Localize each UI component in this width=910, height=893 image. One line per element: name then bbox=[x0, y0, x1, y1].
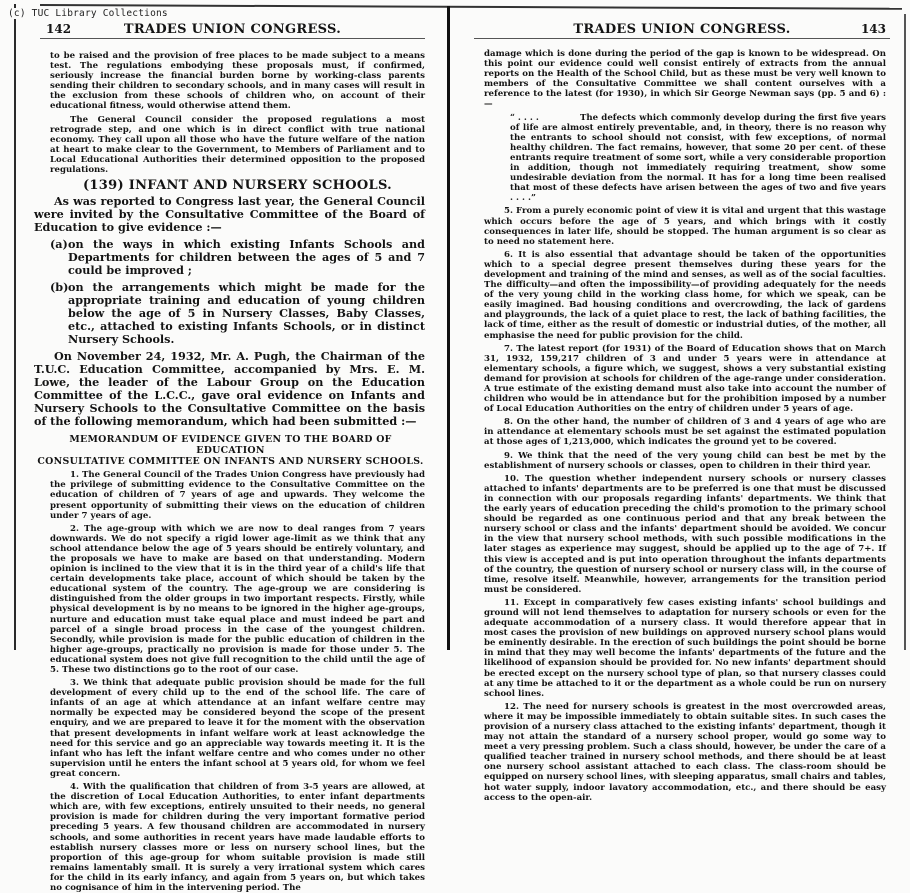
memo-paragraph: 6. It is also essential that advantage should be taken of the opportunities which to a special degree present themselves during these years for the development and training of the mind and senses, as well as of the social faculties. The difficulty—and often the impossibility—of providing adequately for the needs of the very young child in the working class home, for which we speak, can be easily imagined. Bad housing conditions and overcrowding, the lack of gardens and playgrounds, the lack of a quiet place to rest, the lack of bathing facilities, the lack of time, either as the result of domestic or industrial duties, of the mother, all emphasise the need for public provision for the child. bbox=[484, 249, 886, 341]
memo-paragraph: 11. Except in comparatively few cases existing infants' school buildings and ground will not lend themselves to adaptation for nursery schools or even for the adequate accommodation of a nursery class. It would therefore appear that in most cases the provision of new buildings on approved nursery school plans would be eminently desirable. In the erection of such buildings the point should be borne in mind that they may well become the infants' departments of the future and the likelihood of expansion should be provided for. No new infants' department should be erected except on the nursery school type of plan, so that nursery classes could at any time be attached to it or the department as a whole could be run on nursery school lines. bbox=[484, 597, 886, 699]
memo-title-line: CONSULTATIVE COMMITTEE ON INFANTS AND NURSERY SCHOOLS. bbox=[37, 456, 424, 468]
scan-edge-left bbox=[14, 4, 16, 650]
book-spine bbox=[447, 6, 450, 650]
running-head bbox=[40, 0, 425, 39]
list-item bbox=[50, 281, 425, 346]
left-page bbox=[20, 0, 445, 893]
intro-block bbox=[34, 195, 425, 428]
list-text: on the arrangements which might be made for the appropriate training and education of young children below the age of 5 in Nursery Classes, Baby Classes, etc., attached to existing Infants Schools, or in distinct Nursery Schools. bbox=[68, 280, 425, 347]
paragraph: As was reported to Congress last year, the General Council were invited by the Consultative Committee of the Board of Education to give evidence :— bbox=[34, 194, 425, 235]
memo-paragraph: 5. From a purely economic point of view it is vital and urgent that this wastage which occurs before the age of 5 years, and which brings with it costly consequences in later life, should be stopped. The human argument is so clear as to need no statement here. bbox=[484, 206, 886, 247]
list-item bbox=[50, 238, 425, 277]
memo-paragraph: 9. We think that the need of the very young child can best be met by the establishment of nursery schools or classes, open to children in their third year. bbox=[484, 450, 886, 471]
memo-paragraph: 2. The age-group with which we are now to deal ranges from 7 years downwards. We do not specify a rigid lower age-limit as we think that any school attendance below the age of 5 years should be entirely voluntary, and the proposals we have to make are based on that understanding. Modern opinion is inclined to the view that it is in the third year of a child's life that certain developments take place, account of which should be taken by the educational system of the country. The age-group we are considering is distinguished from the older groups in two important respects. Firstly, while physical development is by no means to be ignored in the higher age-groups, nurture and education must take equal place and must indeed be part and parcel of a single broad process in the case of the youngest children. Secondly, while provision is made for the public education of children in the higher age-groups, practically no provision is made for those under 5. The educational system does not give full recognition to the child until the age of 5. These two distinctions go to the root of our case. bbox=[50, 523, 425, 675]
right-page bbox=[452, 0, 902, 803]
page-number: 143 bbox=[860, 22, 886, 36]
paragraph: damage which is done during the period of the gap is known to be widespread. On this point our evidence could well consist entirely of extracts from the annual reports on the Health of the School Child, but as these must be very well known to members of the Consultative Committee we shall content ourselves with a reference to the latest (for 1930), in which Sir George Newman says (pp. 5 and 6) :— bbox=[484, 49, 886, 110]
quote-lead: “ . . . . bbox=[510, 112, 539, 123]
list-marker: (a) bbox=[50, 237, 68, 252]
running-head bbox=[474, 0, 890, 39]
quote-text: The defects which commonly develop during the first five years of life are almost entirely preventable, and, in theory, there is no reason why the entrants to school should not consist, with few exceptions, of normal healthy children. The fact remains, however, that some 20 per cent. of these entrants require treatment of some sort, while a very considerable proportion in addition, though not immediately requiring treatment, show some undesirable deviation from the normal. It has for a long time been realised that most of these defects have arisen between the ages of two and five years . . . .” bbox=[510, 112, 886, 204]
memo-paragraph: 1. The General Council of the Trades Union Congress have previously had the privilege of submitting evidence to the Consultative Committee on the education of children of 7 years of age and upwards. They welcome the present opportunity of submitting their views on the education of children under 7 years of age. bbox=[50, 470, 425, 521]
block-quote bbox=[510, 113, 886, 204]
memo-paragraph: 8. On the other hand, the number of children of 3 and 4 years of age who are in attendance at elementary schools must be set against the estimated population at those ages of 1,213,000, which indicates the ground yet to be covered. bbox=[484, 417, 886, 448]
memo-paragraph: 3. We think that adequate public provision should be made for the full development of every child up to the end of the school life. The care of infants of an age at which attendance at an infant welfare centre may normally be expected may be considered beyond the scope of the present enquiry, and we are prepared to leave it for the moment with the observation that present developments in infant welfare work at least acknowledge the need for this service and go an appreciable way towards meeting it. It is the infant who has left the infant welfare centre and who comes under no other supervision until he enters the infant school at 5 years old, for whom we feel great concern. bbox=[50, 678, 425, 779]
paragraph: The General Council consider the proposed regulations a most retrograde step, and one which is in direct conflict with true national economy. They call upon all those who have the future welfare of the nation at heart to make clear to the Government, to Members of Parliament and to Local Educational Authorities their determined opposition to the proposed regulations. bbox=[50, 114, 425, 176]
memo-title-line: MEMORANDUM OF EVIDENCE GIVEN TO THE BOARD OF EDUCATION bbox=[69, 434, 392, 457]
paragraph: On November 24, 1932, Mr. A. Pugh, the Chairman of the T.U.C. Education Committee, accompanied by Mrs. E. M. Lowe, the leader of the Labour Group on the Education Committee of the L.C.C., gave oral evidence on Infants and Nursery Schools to the Consultative Committee on the basis of the following memorandum, which had been submitted :— bbox=[34, 349, 425, 429]
memo-paragraph: 12. The need for nursery schools is greatest in the most overcrowded areas, where it may be impossible immediately to obtain suitable sites. In such cases the provision of a nursery class attached to the existing infants' department, though it may not attain the standard of a nursery school proper, would go some way to meet a very pressing problem. Such a class should, however, be under the care of a qualified teacher trained in nursery school methods, and there should be at least one nursery school assistant attached to each class. The class-room should be equipped on nursery school lines, with sleeping apparatus, small chairs and tables, hot water supply, indoor lavatory accommodation, etc., and there should be easy access to the open-air. bbox=[484, 701, 886, 803]
list-marker: (b) bbox=[50, 280, 69, 295]
page-number: 142 bbox=[46, 22, 72, 36]
memo-paragraph: 7. The latest report (for 1931) of the Board of Education shows that on March 31, 1932, 159,217 children of 3 and under 5 years were in attendance at elementary schools, a figure which, we suggest, shows a very substantial existing demand for provision at schools for children of the age-range under consideration. A true estimate of the existing demand must also take into account the number of children who would be in attendance but for the prohibition imposed by a number of Local Education Authorities on the entry of children under 5 years of age. bbox=[484, 343, 886, 415]
memorandum-title bbox=[36, 434, 425, 467]
running-head-title: TRADES UNION CONGRESS. bbox=[573, 22, 791, 37]
page-body bbox=[452, 39, 902, 803]
running-head-title: TRADES UNION CONGRESS. bbox=[123, 22, 342, 37]
page-body bbox=[20, 39, 445, 893]
copyright-watermark: (c) TUC Library Collections bbox=[8, 8, 168, 19]
paragraph: to be raised and the provision of free places to be made subject to a means test. The regulations embodying these proposals must, if confirmed, seriously increase the financial burden borne by working-class parents sending their children to secondary schools, and in many cases will result in the exclusion from these schools of children who, on account of their educational fitness, would otherwise attend them. bbox=[50, 51, 425, 112]
scan-edge-right bbox=[904, 14, 906, 650]
memo-paragraph: 4. With the qualification that children of from 3-5 years are allowed, at the discretion of Local Education Authorities, to enter infant departments which are, with few exceptions, entirely unsuited to their needs, no general provision is made for children during the very important formative period preceding 5 years. A few thousand children are accommodated in nursery schools, and some authorities in recent years have made laudable efforts to establish nursery classes more or less on nursery school lines, but the proportion of this age-group for whom suitable provision is made still remains lamentably small. It is surely a very irrational system which cares for the child in its early infancy, and again from 5 years on, but which takes no cognisance of him in the intervening period. The bbox=[50, 782, 425, 893]
section-title: (139) INFANT AND NURSERY SCHOOLS. bbox=[82, 178, 393, 194]
memo-paragraph: 10. The question whether independent nursery schools or nursery classes attached to infants' departments are to be preferred is one that must be discussed in connection with our proposals regarding infants' departments. We think that the early years of education preceding the child's promotion to the primary school should be regarded as one continuous period and that any break between the nursery school or class and the infants' department should be avoided. We concur in the view that nursery school methods, with such possible modifications in the later stages as experience may suggest, should be applied up to the age of 7+. If this view is accepted and is put into operation throughout the infants departments of the country, the question of nursery school or nursery class will, in the course of time, resolve itself. Meanwhile, however, arrangements for the transition period must be considered. bbox=[484, 473, 886, 595]
list-text: on the ways in which existing Infants Schools and Departments for children between the ages of 5 and 7 could be improved ; bbox=[68, 237, 425, 278]
